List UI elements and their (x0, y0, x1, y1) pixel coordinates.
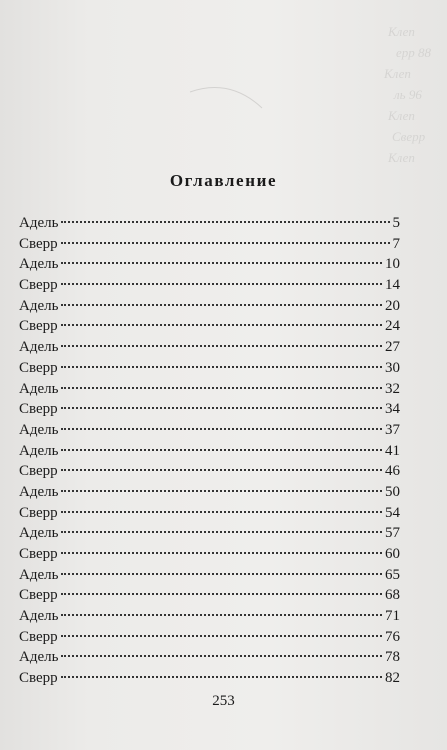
svg-text:Клеп: Клеп (388, 24, 415, 39)
toc-leader-dots (61, 387, 382, 389)
svg-text:Клеп: Клеп (388, 150, 415, 165)
svg-text:ль 96: ль 96 (394, 87, 422, 102)
toc-entry[interactable] (19, 420, 400, 441)
toc-leader-dots (61, 511, 382, 513)
toc-entry[interactable] (19, 565, 400, 586)
toc-leader-dots (61, 345, 382, 347)
toc-entry-name: Сверр (19, 463, 58, 480)
toc-entry[interactable] (19, 503, 400, 524)
toc-entry-page: 37 (385, 421, 400, 438)
toc-entry-name: Адель (19, 339, 59, 356)
toc-leader-dots (61, 593, 382, 595)
toc-entry-name: Адель (19, 525, 59, 542)
toc-entry[interactable] (19, 647, 400, 668)
toc-entry-name: Адель (19, 442, 59, 459)
toc-entry-name: Сверр (19, 235, 58, 252)
toc-entry-page: 54 (385, 504, 400, 521)
toc-entry[interactable] (19, 254, 400, 275)
toc-leader-dots (61, 283, 382, 285)
toc-entry[interactable] (19, 585, 400, 606)
toc-leader-dots (61, 324, 382, 326)
toc-entry-page: 24 (385, 318, 400, 335)
toc-entry-name: Адель (19, 215, 59, 231)
toc-entry[interactable] (19, 399, 400, 420)
toc-leader-dots (61, 366, 382, 368)
toc-entry[interactable] (19, 296, 400, 317)
toc-leader-dots (61, 676, 382, 678)
toc-entry[interactable] (19, 544, 400, 565)
toc-entry-name: Сверр (19, 359, 58, 376)
toc-entry-name: Сверр (19, 401, 58, 418)
toc-entry[interactable] (19, 316, 400, 337)
toc-entry-name: Адель (19, 421, 59, 438)
toc-leader-dots (61, 428, 382, 430)
toc-entry[interactable] (19, 461, 400, 482)
toc-entry[interactable] (19, 213, 400, 234)
toc-entry-name: Адель (19, 649, 59, 666)
toc-entry-page: 34 (385, 401, 400, 418)
toc-entry-page: 65 (385, 566, 400, 583)
toc-title: Оглавление (169, 171, 278, 190)
toc-entry[interactable] (19, 606, 400, 627)
toc-leader-dots (61, 531, 382, 533)
toc-leader-dots (61, 242, 390, 244)
toc-entry[interactable] (19, 441, 400, 462)
toc-leader-dots (61, 221, 389, 223)
toc-entry-name: Сверр (19, 670, 58, 687)
toc-leader-dots (61, 262, 382, 264)
toc-entry-name: Сверр (19, 546, 58, 562)
toc-entry[interactable] (19, 358, 400, 379)
toc-entry-page: 60 (385, 546, 400, 562)
toc-list (19, 213, 400, 689)
toc-entry[interactable] (19, 668, 400, 689)
svg-text:ерр 88: ерр 88 (396, 45, 432, 60)
toc-entry-page: 50 (385, 483, 400, 500)
toc-entry-name: Сверр (19, 277, 58, 294)
toc-entry-page: 46 (385, 463, 400, 480)
page-number: 253 (212, 693, 235, 709)
toc-entry-name: Адель (19, 483, 59, 500)
toc-entry[interactable] (19, 234, 400, 255)
toc-entry-name: Сверр (19, 318, 58, 335)
toc-entry[interactable] (19, 275, 400, 296)
toc-entry-page: 41 (385, 442, 400, 459)
toc-leader-dots (61, 573, 382, 575)
svg-text:Клеп: Клеп (384, 66, 411, 81)
toc-entry-page: 5 (392, 215, 400, 231)
toc-entry-page: 27 (385, 339, 400, 356)
toc-leader-dots (61, 449, 382, 451)
toc-entry-page: 14 (385, 277, 400, 294)
toc-entry-name: Адель (19, 608, 59, 625)
toc-entry-page: 76 (385, 628, 400, 645)
toc-leader-dots (61, 655, 382, 657)
show-through-text (0, 0, 447, 180)
toc-leader-dots (61, 614, 382, 616)
toc-entry[interactable] (19, 482, 400, 503)
toc-entry-page: 57 (385, 525, 400, 542)
toc-entry-page: 10 (385, 256, 400, 273)
toc-entry-name: Сверр (19, 587, 58, 604)
toc-entry-name: Адель (19, 297, 59, 314)
toc-entry-page: 82 (385, 670, 400, 687)
toc-entry-name: Адель (19, 256, 59, 273)
toc-entry[interactable] (19, 337, 400, 358)
toc-entry-page: 71 (385, 608, 400, 625)
toc-entry-name: Адель (19, 380, 59, 397)
toc-entry-name: Сверр (19, 504, 58, 521)
toc-entry-name: Адель (19, 566, 59, 583)
toc-entry-page: 68 (385, 587, 400, 604)
toc-leader-dots (61, 552, 382, 554)
toc-entry[interactable] (19, 627, 400, 648)
toc-leader-dots (61, 469, 382, 471)
toc-entry[interactable] (19, 379, 400, 400)
toc-entry-page: 32 (385, 380, 400, 397)
toc-leader-dots (61, 407, 382, 409)
toc-leader-dots (61, 635, 382, 637)
toc-entry-page: 78 (385, 649, 400, 666)
toc-entry-name: Сверр (19, 628, 58, 645)
toc-leader-dots (61, 304, 382, 306)
toc-entry-page: 30 (385, 359, 400, 376)
toc-entry-page: 7 (392, 235, 400, 252)
svg-text:Клеп: Клеп (388, 108, 415, 123)
svg-text:Сверр: Сверр (392, 129, 426, 144)
toc-leader-dots (61, 490, 382, 492)
toc-entry[interactable] (19, 523, 400, 544)
toc-entry-page: 20 (385, 297, 400, 314)
